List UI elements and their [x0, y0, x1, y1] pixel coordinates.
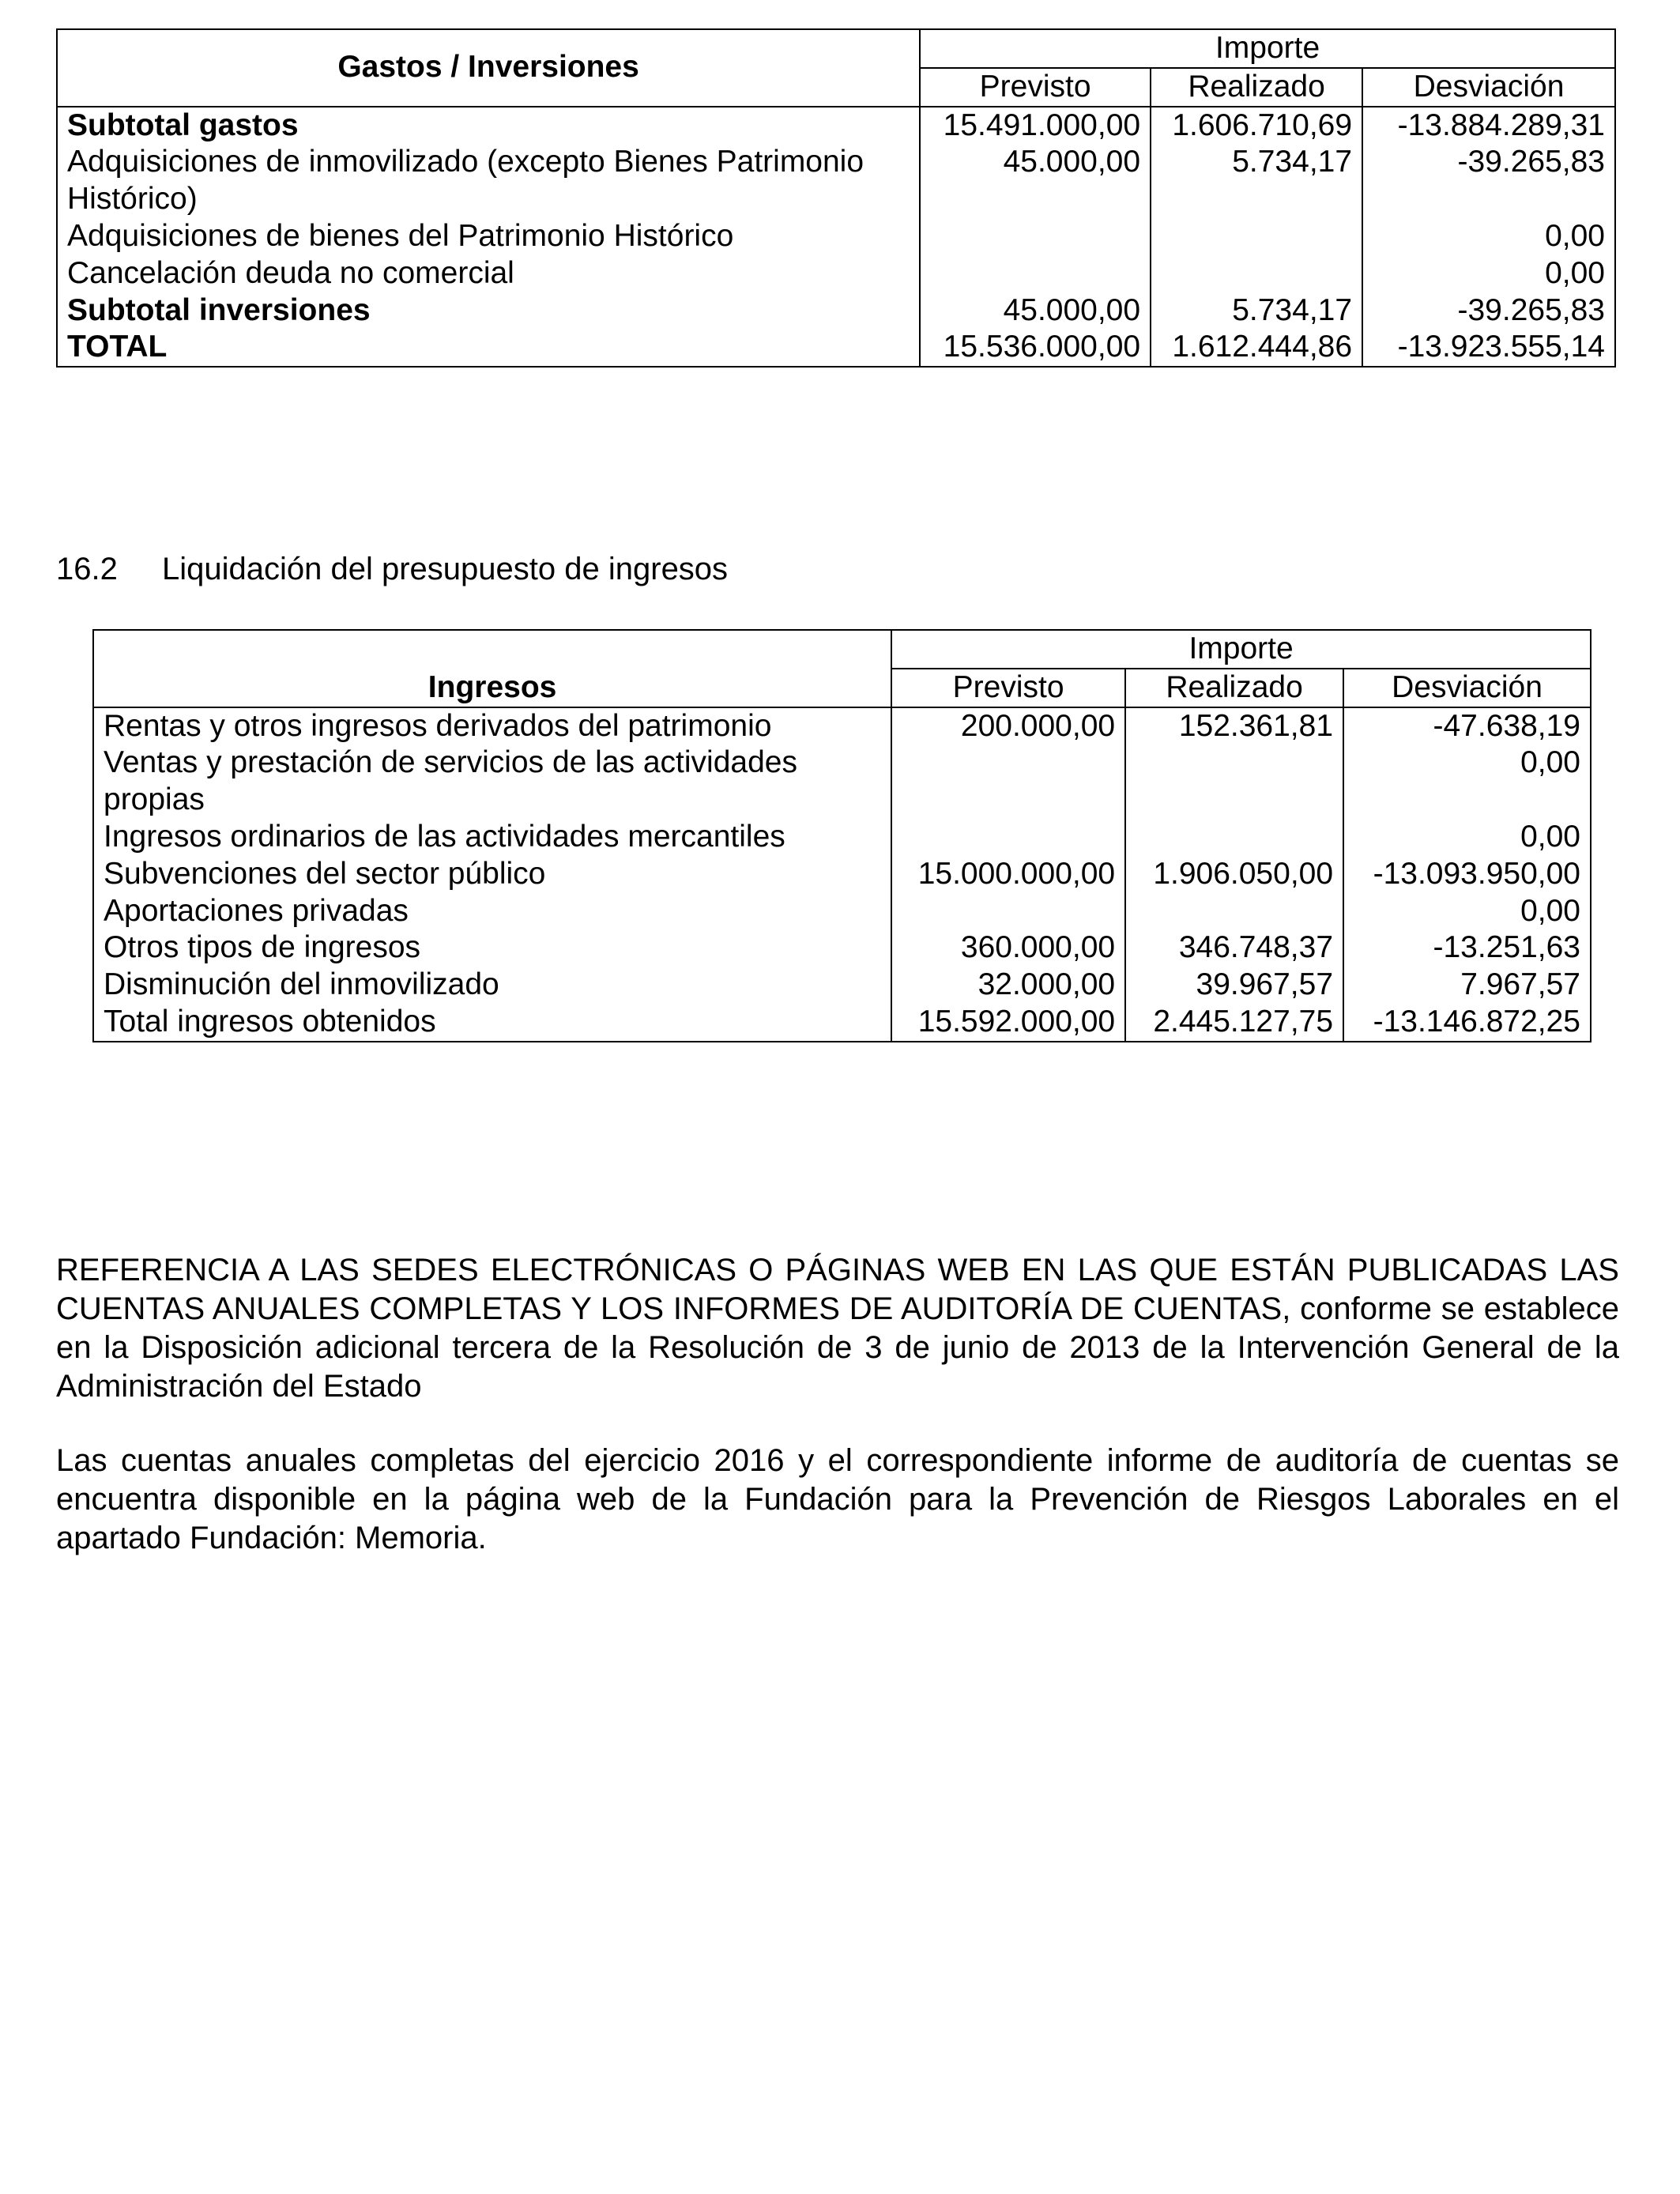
- row-realizado: 39.967,57: [1125, 967, 1343, 1004]
- row-label: Aportaciones privadas: [93, 893, 891, 930]
- ingresos-col-desviacion: Desviación: [1343, 669, 1591, 707]
- row-previsto: 15.000.000,00: [891, 856, 1125, 893]
- gastos-col-previsto: Previsto: [920, 68, 1151, 107]
- section-number: 16.2: [56, 552, 118, 586]
- section-heading: [56, 552, 728, 587]
- gastos-inversiones-table: [56, 28, 1616, 368]
- row-label: TOTAL: [57, 329, 920, 367]
- table-row: [57, 218, 1615, 255]
- row-desviacion: -13.923.555,14: [1362, 329, 1615, 367]
- row-label: Subtotal gastos: [57, 107, 920, 145]
- row-label: Cancelación deuda no comercial: [57, 255, 920, 292]
- row-realizado: 5.734,17: [1151, 292, 1362, 330]
- row-desviacion: 0,00: [1362, 255, 1615, 292]
- table-row: [93, 1004, 1591, 1042]
- row-realizado: [1125, 819, 1343, 856]
- row-realizado: 5.734,17: [1151, 144, 1362, 218]
- row-previsto: 15.592.000,00: [891, 1004, 1125, 1042]
- row-previsto: 32.000,00: [891, 967, 1125, 1004]
- ingresos-table: [92, 629, 1591, 1042]
- row-previsto: 45.000,00: [920, 144, 1151, 218]
- row-previsto: 15.536.000,00: [920, 329, 1151, 367]
- row-label: Subtotal inversiones: [57, 292, 920, 330]
- row-desviacion: 0,00: [1362, 218, 1615, 255]
- row-label: Subvenciones del sector público: [93, 856, 891, 893]
- gastos-importe-header: Importe: [920, 29, 1615, 68]
- row-label: Otros tipos de ingresos: [93, 929, 891, 967]
- row-previsto: 200.000,00: [891, 707, 1125, 745]
- row-previsto: [891, 893, 1125, 930]
- row-desviacion: -13.884.289,31: [1362, 107, 1615, 145]
- row-previsto: 45.000,00: [920, 292, 1151, 330]
- row-realizado: 1.606.710,69: [1151, 107, 1362, 145]
- ingresos-label-header: Ingresos: [93, 630, 891, 707]
- table-row: [93, 967, 1591, 1004]
- gastos-label-header: Gastos / Inversiones: [57, 29, 920, 107]
- table-row: [57, 255, 1615, 292]
- row-label: Ventas y prestación de servicios de las actividades propias: [93, 745, 891, 819]
- row-label: Ingresos ordinarios de las actividades mercantiles: [93, 819, 891, 856]
- row-realizado: 2.445.127,75: [1125, 1004, 1343, 1042]
- row-previsto: 15.491.000,00: [920, 107, 1151, 145]
- row-realizado: [1151, 218, 1362, 255]
- row-realizado: 1.612.444,86: [1151, 329, 1362, 367]
- row-label: Adquisiciones de inmovilizado (excepto Bienes Patrimonio Histórico): [57, 144, 920, 218]
- table-row: [93, 929, 1591, 967]
- row-desviacion: -39.265,83: [1362, 292, 1615, 330]
- table-row: [57, 329, 1615, 367]
- row-previsto: 360.000,00: [891, 929, 1125, 967]
- row-previsto: [920, 218, 1151, 255]
- gastos-col-desviacion: Desviación: [1362, 68, 1615, 107]
- row-desviacion: -13.093.950,00: [1343, 856, 1591, 893]
- row-desviacion: -13.146.872,25: [1343, 1004, 1591, 1042]
- table-row: [57, 107, 1615, 145]
- row-realizado: [1125, 893, 1343, 930]
- row-label: Rentas y otros ingresos derivados del patrimonio: [93, 707, 891, 745]
- table-row: [57, 144, 1615, 218]
- row-label: Adquisiciones de bienes del Patrimonio Histórico: [57, 218, 920, 255]
- row-desviacion: -13.251,63: [1343, 929, 1591, 967]
- ingresos-importe-header: Importe: [891, 630, 1591, 669]
- table-row: [57, 292, 1615, 330]
- row-desviacion: 7.967,57: [1343, 967, 1591, 1004]
- row-realizado: [1125, 745, 1343, 819]
- row-realizado: 1.906.050,00: [1125, 856, 1343, 893]
- table-row: [93, 707, 1591, 745]
- row-desviacion: -47.638,19: [1343, 707, 1591, 745]
- row-label: Disminución del inmovilizado: [93, 967, 891, 1004]
- row-realizado: 346.748,37: [1125, 929, 1343, 967]
- row-realizado: [1151, 255, 1362, 292]
- table-row: [93, 745, 1591, 819]
- gastos-col-realizado: Realizado: [1151, 68, 1362, 107]
- row-desviacion: -39.265,83: [1362, 144, 1615, 218]
- row-label: Total ingresos obtenidos: [93, 1004, 891, 1042]
- row-realizado: 152.361,81: [1125, 707, 1343, 745]
- table-row: [93, 819, 1591, 856]
- row-desviacion: 0,00: [1343, 819, 1591, 856]
- section-title: Liquidación del presupuesto de ingresos: [162, 552, 729, 586]
- row-previsto: [891, 745, 1125, 819]
- availability-paragraph: Las cuentas anuales completas del ejercicio 2016 y el correspondiente informe de auditoría de cuentas se encuentra disponible en la página web de la Fundación para la Prevención de Riesgos Laborales en el apartado Fundación: Memoria.: [56, 1443, 1619, 1555]
- ingresos-col-previsto: Previsto: [891, 669, 1125, 707]
- table-row: [93, 893, 1591, 930]
- row-desviacion: 0,00: [1343, 893, 1591, 930]
- row-previsto: [891, 819, 1125, 856]
- table-row: [93, 856, 1591, 893]
- row-previsto: [920, 255, 1151, 292]
- web-reference-paragraph: REFERENCIA A LAS SEDES ELECTRÓNICAS O PÁGINAS WEB EN LAS QUE ESTÁN PUBLICADAS LAS CUENTAS ANUALES COMPLETAS Y LOS INFORMES DE AUDITORÍA DE CUENTAS, conforme se establece en la Disposición adicional tercera de la Resolución de 3 de junio de 2013 de la Intervención General de la Administración del Estado: [56, 1253, 1619, 1404]
- row-desviacion: 0,00: [1343, 745, 1591, 819]
- ingresos-col-realizado: Realizado: [1125, 669, 1343, 707]
